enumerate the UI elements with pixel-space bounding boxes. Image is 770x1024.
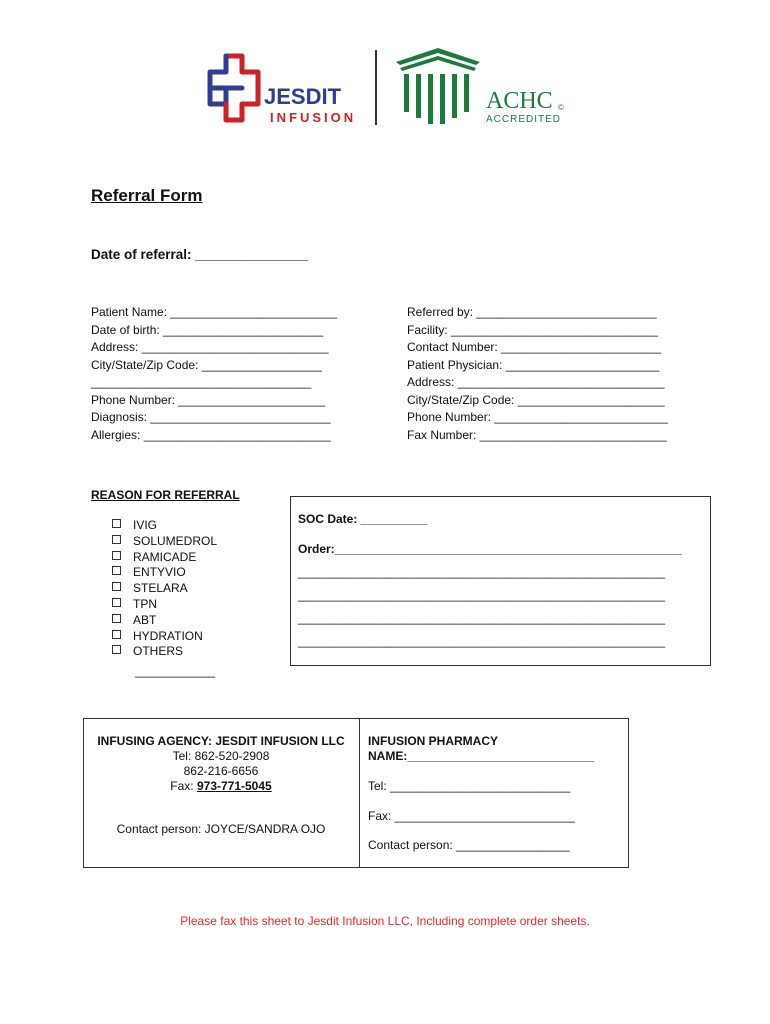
order-field[interactable]: Order:____________________________________________________ [298, 542, 682, 556]
reason-option-hydration[interactable]: HYDRATION [112, 629, 217, 645]
agency-fax-label: Fax: [170, 779, 197, 793]
infusion-pharmacy-section [368, 734, 594, 853]
checkbox-icon[interactable] [112, 582, 121, 591]
infusing-agency-section [83, 734, 359, 837]
agency-tel: Tel: 862-520-2908 [172, 749, 270, 763]
patient-phone-field[interactable]: Phone Number: ______________________ [91, 392, 326, 407]
patient-city-state-zip-field[interactable]: City/State/Zip Code: __________________ [91, 357, 322, 372]
jesdit-cross-icon [210, 56, 258, 120]
patient-address-extra-line[interactable]: _________________________________ [91, 375, 312, 389]
jesdit-logo-word: JESDIT [264, 84, 342, 109]
checkbox-icon[interactable] [112, 519, 121, 528]
reason-option-ramicade[interactable]: RAMICADE [112, 550, 217, 566]
agency-fax-line [83, 779, 359, 794]
patient-info-column [91, 304, 337, 444]
form-title: Referral Form [91, 186, 203, 205]
checkbox-icon[interactable] [112, 535, 121, 544]
reason-option-tpn[interactable]: TPN [112, 597, 217, 613]
date-of-birth-field[interactable]: Date of birth: ________________________ [91, 322, 324, 337]
others-specify-field[interactable]: ____________ [135, 664, 216, 678]
checkbox-icon[interactable] [112, 598, 121, 607]
order-line[interactable]: _______________________________________________________ [298, 611, 666, 625]
achc-logo-subword: ACCREDITED [486, 114, 562, 125]
agency-contact-person: Contact person: JOYCE/SANDRA OJO [116, 822, 326, 836]
patient-name-field[interactable]: Patient Name: _________________________ [91, 305, 338, 319]
diagnosis-field[interactable]: Diagnosis: ___________________________ [91, 410, 331, 424]
logo-divider [375, 50, 377, 125]
reason-option-entyvio[interactable]: ENTYVIO [112, 565, 217, 581]
physician-fax-field[interactable]: Fax Number: ____________________________ [407, 427, 667, 442]
date-of-referral-field[interactable]: Date of referral: _______________ [91, 247, 308, 262]
referrer-info-column [407, 304, 668, 444]
checkbox-icon[interactable] [112, 630, 121, 639]
checkbox-icon[interactable] [112, 614, 121, 623]
reason-option-stelara[interactable]: STELARA [112, 581, 217, 597]
pharmacy-title: INFUSION PHARMACY [368, 734, 499, 748]
jesdit-infusion-logo [196, 48, 366, 128]
pharmacy-tel-field[interactable]: Tel: ___________________________ [368, 779, 571, 793]
reason-option-ivig[interactable]: IVIG [112, 518, 217, 534]
contact-number-field[interactable]: Contact Number: ________________________ [407, 340, 662, 354]
pharmacy-fax-field[interactable]: Fax: ___________________________ [368, 809, 575, 823]
reason-option-others[interactable]: OTHERS [112, 644, 217, 660]
achc-copyright-mark: © [558, 103, 564, 112]
achc-accredited-logo [386, 44, 576, 128]
soc-date-field[interactable]: SOC Date: __________ [298, 512, 428, 526]
physician-city-state-zip-field[interactable]: City/State/Zip Code: ______________________ [407, 392, 665, 407]
reason-checklist [112, 518, 217, 660]
checkbox-icon[interactable] [112, 566, 121, 575]
allergies-field[interactable]: Allergies: ____________________________ [91, 427, 331, 442]
facility-field[interactable]: Facility: _______________________________ [407, 322, 658, 337]
agency-box-divider [359, 718, 360, 868]
checkbox-icon[interactable] [112, 551, 121, 560]
pharmacy-name-field[interactable]: NAME:____________________________ [368, 749, 595, 763]
reason-option-solumedrol[interactable]: SOLUMEDROL [112, 534, 217, 550]
patient-physician-field[interactable]: Patient Physician: _______________________ [407, 357, 660, 372]
patient-address-field[interactable]: Address: ____________________________ [91, 340, 329, 354]
checkbox-icon[interactable] [112, 645, 121, 654]
referred-by-field[interactable]: Referred by: ___________________________ [407, 305, 657, 319]
achc-logo-word: ACHC [486, 88, 553, 114]
agency-tel-2: 862-216-6656 [183, 764, 259, 778]
physician-phone-field[interactable]: Phone Number: __________________________ [407, 410, 668, 424]
soc-order-box [290, 496, 711, 666]
order-line[interactable]: _______________________________________________________ [298, 588, 666, 602]
agency-title: INFUSING AGENCY: JESDIT INFUSION LLC [97, 734, 345, 748]
achc-building-icon [396, 48, 480, 124]
reason-for-referral-heading: REASON FOR REFERRAL [91, 488, 240, 502]
order-line[interactable]: _______________________________________________________ [298, 565, 666, 579]
physician-address-field[interactable]: Address: _______________________________ [407, 375, 665, 389]
order-line[interactable]: _______________________________________________________ [298, 634, 666, 648]
jesdit-logo-subword: INFUSION [270, 110, 357, 125]
pharmacy-contact-field[interactable]: Contact person: _________________ [368, 838, 570, 852]
fax-instruction-footer: Please fax this sheet to Jesdit Infusion LLC, Including complete order sheets. [180, 914, 590, 928]
agency-fax-number[interactable]: 973-771-5045 [196, 779, 272, 793]
reason-option-abt[interactable]: ABT [112, 613, 217, 629]
